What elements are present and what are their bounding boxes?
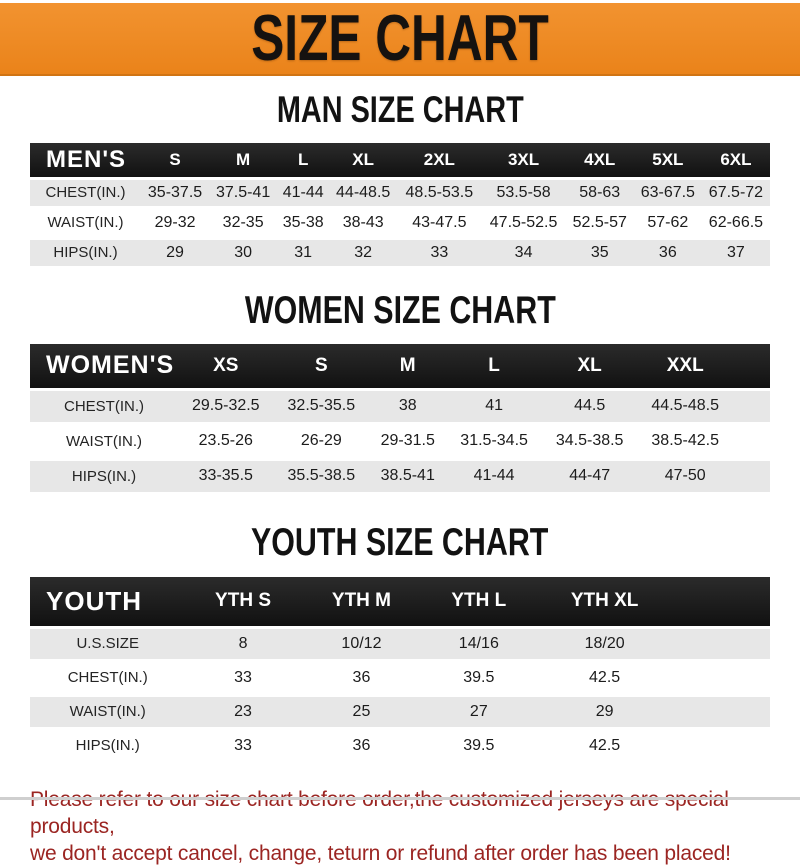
row-label: WAIST(IN.) xyxy=(30,697,185,731)
row-filler xyxy=(674,663,770,697)
size-value-cell: 38-43 xyxy=(329,210,397,240)
size-column-header: L xyxy=(277,143,329,180)
size-value-cell: 32 xyxy=(329,240,397,270)
size-column-header: 2XL xyxy=(397,143,481,180)
size-value-cell: 36 xyxy=(634,240,702,270)
size-value-cell: 67.5-72 xyxy=(702,180,770,210)
table-header-row xyxy=(30,577,770,629)
size-value-cell: 43-47.5 xyxy=(397,210,481,240)
row-label: WAIST(IN.) xyxy=(30,426,178,461)
table-row xyxy=(30,663,770,697)
row-filler xyxy=(733,391,770,426)
size-value-cell: 47.5-52.5 xyxy=(481,210,565,240)
size-value-cell: 37 xyxy=(702,240,770,270)
size-value-cell: 32-35 xyxy=(209,210,277,240)
size-value-cell: 38.5-41 xyxy=(369,461,446,496)
size-value-cell: 38 xyxy=(369,391,446,426)
size-value-cell: 48.5-53.5 xyxy=(397,180,481,210)
man-size-table xyxy=(30,143,770,270)
size-value-cell: 44-48.5 xyxy=(329,180,397,210)
size-column-header: XL xyxy=(542,344,638,391)
size-value-cell: 33-35.5 xyxy=(178,461,274,496)
row-label: WAIST(IN.) xyxy=(30,210,141,240)
size-value-cell: 57-62 xyxy=(634,210,702,240)
size-value-cell: 44.5 xyxy=(542,391,638,426)
size-value-cell: 29 xyxy=(141,240,209,270)
size-value-cell: 30 xyxy=(209,240,277,270)
size-value-cell: 10/12 xyxy=(301,629,423,663)
table-corner-label: MEN'S xyxy=(30,143,141,180)
size-value-cell: 18/20 xyxy=(535,629,673,663)
size-value-cell: 34 xyxy=(481,240,565,270)
size-column-header: L xyxy=(446,344,542,391)
page-title: SIZE CHART xyxy=(251,2,549,75)
table-row xyxy=(30,697,770,731)
size-value-cell: 29-31.5 xyxy=(369,426,446,461)
section-heading-women: WOMEN SIZE CHART xyxy=(244,288,556,332)
size-value-cell: 53.5-58 xyxy=(481,180,565,210)
size-column-header: 3XL xyxy=(481,143,565,180)
header-filler xyxy=(733,344,770,391)
size-value-cell: 32.5-35.5 xyxy=(274,391,370,426)
size-value-cell: 42.5 xyxy=(535,731,673,765)
size-value-cell: 33 xyxy=(397,240,481,270)
table-header-row xyxy=(30,344,770,391)
size-column-header: 6XL xyxy=(702,143,770,180)
size-value-cell: 44-47 xyxy=(542,461,638,496)
size-value-cell: 39.5 xyxy=(422,731,535,765)
size-value-cell: 34.5-38.5 xyxy=(542,426,638,461)
size-column-header: M xyxy=(369,344,446,391)
row-label: CHEST(IN.) xyxy=(30,180,141,210)
row-filler xyxy=(674,629,770,663)
size-value-cell: 44.5-48.5 xyxy=(637,391,733,426)
row-label: U.S.SIZE xyxy=(30,629,185,663)
size-value-cell: 37.5-41 xyxy=(209,180,277,210)
section-heading-youth: YOUTH SIZE CHART xyxy=(251,520,549,564)
size-column-header: S xyxy=(141,143,209,180)
table-row xyxy=(30,180,770,210)
row-filler xyxy=(733,426,770,461)
size-value-cell: 25 xyxy=(301,697,423,731)
size-value-cell: 29.5-32.5 xyxy=(178,391,274,426)
size-column-header: XL xyxy=(329,143,397,180)
size-value-cell: 8 xyxy=(185,629,300,663)
size-value-cell: 33 xyxy=(185,731,300,765)
size-column-header: 5XL xyxy=(634,143,702,180)
size-column-header: YTH S xyxy=(185,577,300,629)
size-column-header: XXL xyxy=(637,344,733,391)
row-filler xyxy=(733,461,770,496)
section-heading-man: MAN SIZE CHART xyxy=(276,89,524,130)
size-value-cell: 27 xyxy=(422,697,535,731)
table-row xyxy=(30,461,770,496)
size-value-cell: 23.5-26 xyxy=(178,426,274,461)
table-row xyxy=(30,210,770,240)
size-value-cell: 52.5-57 xyxy=(566,210,634,240)
size-column-header: YTH L xyxy=(422,577,535,629)
size-value-cell: 38.5-42.5 xyxy=(637,426,733,461)
size-value-cell: 41 xyxy=(446,391,542,426)
table-row xyxy=(30,731,770,765)
size-value-cell: 26-29 xyxy=(274,426,370,461)
size-value-cell: 41-44 xyxy=(446,461,542,496)
size-column-header: XS xyxy=(178,344,274,391)
size-column-header: M xyxy=(209,143,277,180)
size-value-cell: 63-67.5 xyxy=(634,180,702,210)
youth-size-table xyxy=(30,577,770,765)
size-column-header: YTH M xyxy=(301,577,423,629)
row-filler xyxy=(674,731,770,765)
size-value-cell: 36 xyxy=(301,731,423,765)
size-value-cell: 31 xyxy=(277,240,329,270)
size-value-cell: 35-38 xyxy=(277,210,329,240)
size-value-cell: 47-50 xyxy=(637,461,733,496)
table-row xyxy=(30,426,770,461)
row-label: HIPS(IN.) xyxy=(30,461,178,496)
row-filler xyxy=(674,697,770,731)
women-size-table xyxy=(30,344,770,496)
size-value-cell: 31.5-34.5 xyxy=(446,426,542,461)
table-row xyxy=(30,629,770,663)
table-corner-label: WOMEN'S xyxy=(30,344,178,391)
size-value-cell: 14/16 xyxy=(422,629,535,663)
row-label: CHEST(IN.) xyxy=(30,663,185,697)
size-column-header: 4XL xyxy=(566,143,634,180)
size-value-cell: 35 xyxy=(566,240,634,270)
size-value-cell: 35.5-38.5 xyxy=(274,461,370,496)
size-column-header: S xyxy=(274,344,370,391)
size-value-cell: 29-32 xyxy=(141,210,209,240)
size-value-cell: 35-37.5 xyxy=(141,180,209,210)
size-chart-infographic xyxy=(0,2,800,865)
size-value-cell: 62-66.5 xyxy=(702,210,770,240)
table-row xyxy=(30,240,770,270)
size-value-cell: 29 xyxy=(535,697,673,731)
row-label: HIPS(IN.) xyxy=(30,240,141,270)
bottom-divider xyxy=(0,797,800,800)
table-row xyxy=(30,391,770,426)
table-corner-label: YOUTH xyxy=(30,577,185,629)
size-chart-banner xyxy=(0,3,800,76)
table-header-row xyxy=(30,143,770,180)
size-value-cell: 42.5 xyxy=(535,663,673,697)
size-value-cell: 33 xyxy=(185,663,300,697)
disclaimer-line-1: products, xyxy=(30,814,115,838)
size-value-cell: 41-44 xyxy=(277,180,329,210)
size-value-cell: 36 xyxy=(301,663,423,697)
header-filler xyxy=(674,577,770,629)
size-value-cell: 58-63 xyxy=(566,180,634,210)
row-label: CHEST(IN.) xyxy=(30,391,178,426)
size-column-header: YTH XL xyxy=(535,577,673,629)
row-label: HIPS(IN.) xyxy=(30,731,185,765)
size-value-cell: 23 xyxy=(185,697,300,731)
size-value-cell: 39.5 xyxy=(422,663,535,697)
disclaimer-line-2: we don't accept cancel, change, teturn or refund after order has been placed! xyxy=(30,841,731,865)
